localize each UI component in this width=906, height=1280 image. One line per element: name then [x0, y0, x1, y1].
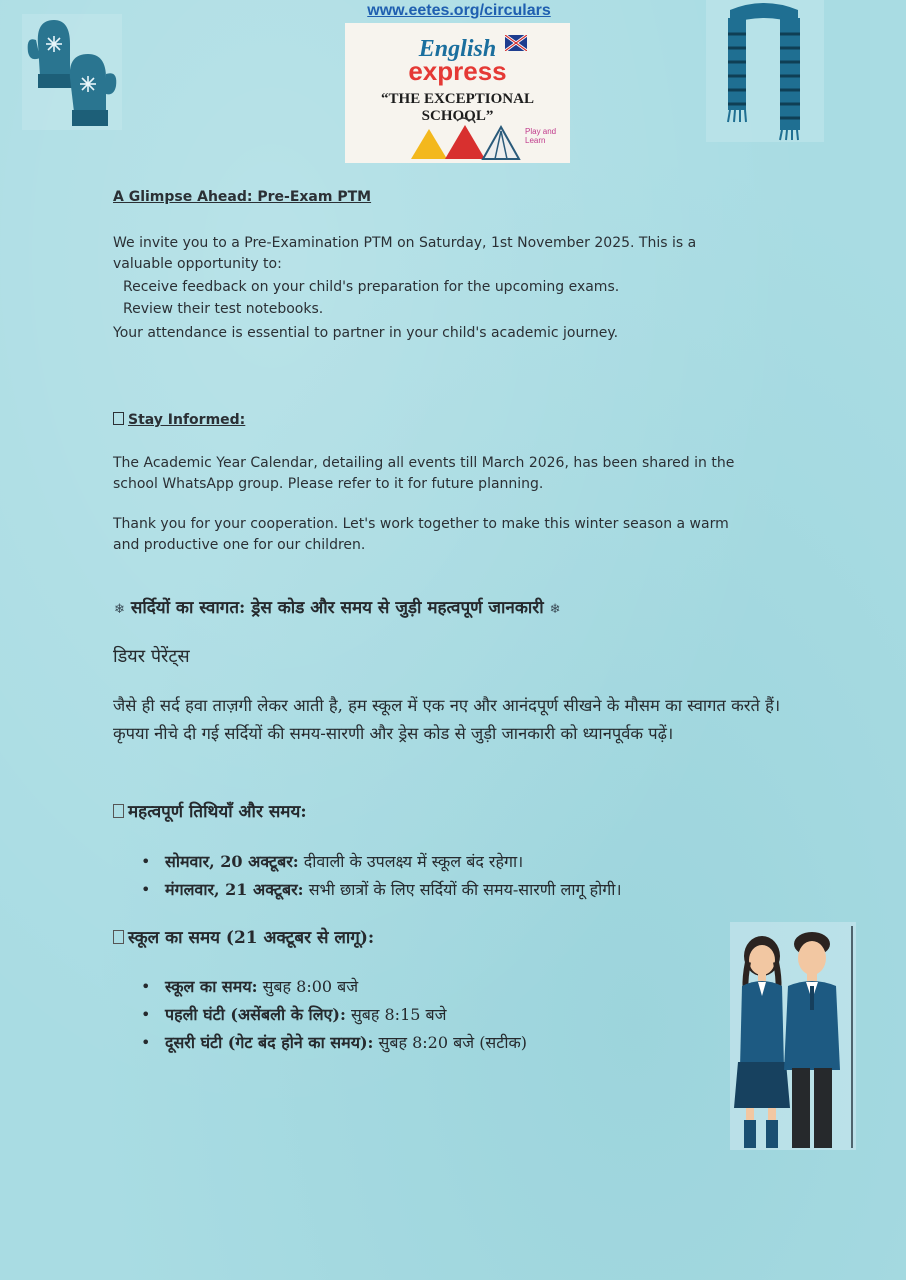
box-icon	[113, 804, 124, 818]
box-icon	[113, 930, 124, 944]
snowflake-icon: ❄	[549, 602, 561, 617]
timing-item-school: • स्कूल का समय: सुबह 8:00 बजे	[165, 973, 725, 1001]
circulars-link[interactable]: www.eetes.org/circulars	[367, 2, 551, 19]
scarf-icon	[706, 0, 824, 142]
ptm-point-notebooks: Review their test notebooks.	[123, 301, 324, 317]
logo-figures-icon	[407, 115, 525, 161]
ptm-closing: Your attendance is essential to partner in your child's academic journey.	[113, 325, 619, 341]
ptm-heading: A Glimpse Ahead: Pre-Exam PTM	[113, 189, 372, 205]
timing-item-first-bell: • पहली घंटी (असेंबली के लिए): सुबह 8:15 बजे	[165, 1001, 725, 1029]
logo-play-learn: Play and Learn	[525, 127, 557, 145]
hindi-title: ❄ सर्दियों का स्वागत: ड्रेस कोड और समय से जुड़ी महत्वपूर्ण जानकारी ❄	[114, 598, 561, 618]
logo-tagline: “THE EXCEPTIONAL SCHOOL”	[381, 91, 534, 124]
informed-section	[113, 410, 773, 556]
school-logo	[345, 23, 570, 163]
ptm-intro: We invite you to a Pre-Examination PTM on Saturday, 1st November 2025. This is a valuable opportunity to:	[113, 235, 697, 272]
timing-item-second-bell: • दूसरी घंटी (गेट बंद होने का समय): सुबह 8:20 बजे (सटीक)	[165, 1029, 725, 1057]
logo-express-text: express	[408, 56, 507, 86]
flag-icon	[505, 35, 527, 51]
dates-heading: महत्वपूर्ण तिथियाँ और समय:	[113, 800, 307, 824]
calendar-notice: The Academic Year Calendar, detailing all events till March 2026, has been shared in the school WhatsApp group. Please refer to it for future planning.	[113, 455, 735, 492]
hindi-intro: जैसे ही सर्द हवा ताज़गी लेकर आती है, हम स्कूल में एक नए और आनंदपूर्ण सीखने के मौसम का स्वागत करते हैं। कृपया नीचे दी गई सर्दियों की समय-सारणी और ड्रेस कोड से जुड़ी जानकारी को ध्यानपूर्वक पढ़ें।	[113, 696, 781, 743]
timing-list	[113, 973, 725, 1057]
snowflake-icon: ❄	[114, 602, 125, 617]
date-item-monday: • सोमवार, 20 अक्टूबर: दीवाली के उपलक्ष्य में स्कूल बंद रहेगा।	[165, 848, 805, 876]
ptm-point-feedback: Receive feedback on your child's preparation for the upcoming exams.	[123, 279, 620, 295]
informed-heading: Stay Informed:	[113, 410, 773, 431]
ptm-section	[113, 187, 773, 344]
date-item-tuesday: • मंगलवार, 21 अक्टूबर: सभी छात्रों के लिए सर्दियों की समय-सारणी लागू होगी।	[165, 876, 805, 904]
logo-english-text: English	[418, 36, 497, 62]
info-box-icon	[113, 412, 124, 425]
hindi-greeting: डियर पेरेंट्स	[113, 646, 190, 667]
timing-heading: स्कूल का समय (21 अक्टूबर से लागू):	[113, 926, 374, 950]
mittens-icon	[22, 14, 122, 130]
thanks-note: Thank you for your cooperation. Let's work together to make this winter season a warm and productive one for our children.	[113, 516, 729, 553]
students-illustration	[730, 922, 856, 1150]
dates-list	[113, 848, 805, 904]
